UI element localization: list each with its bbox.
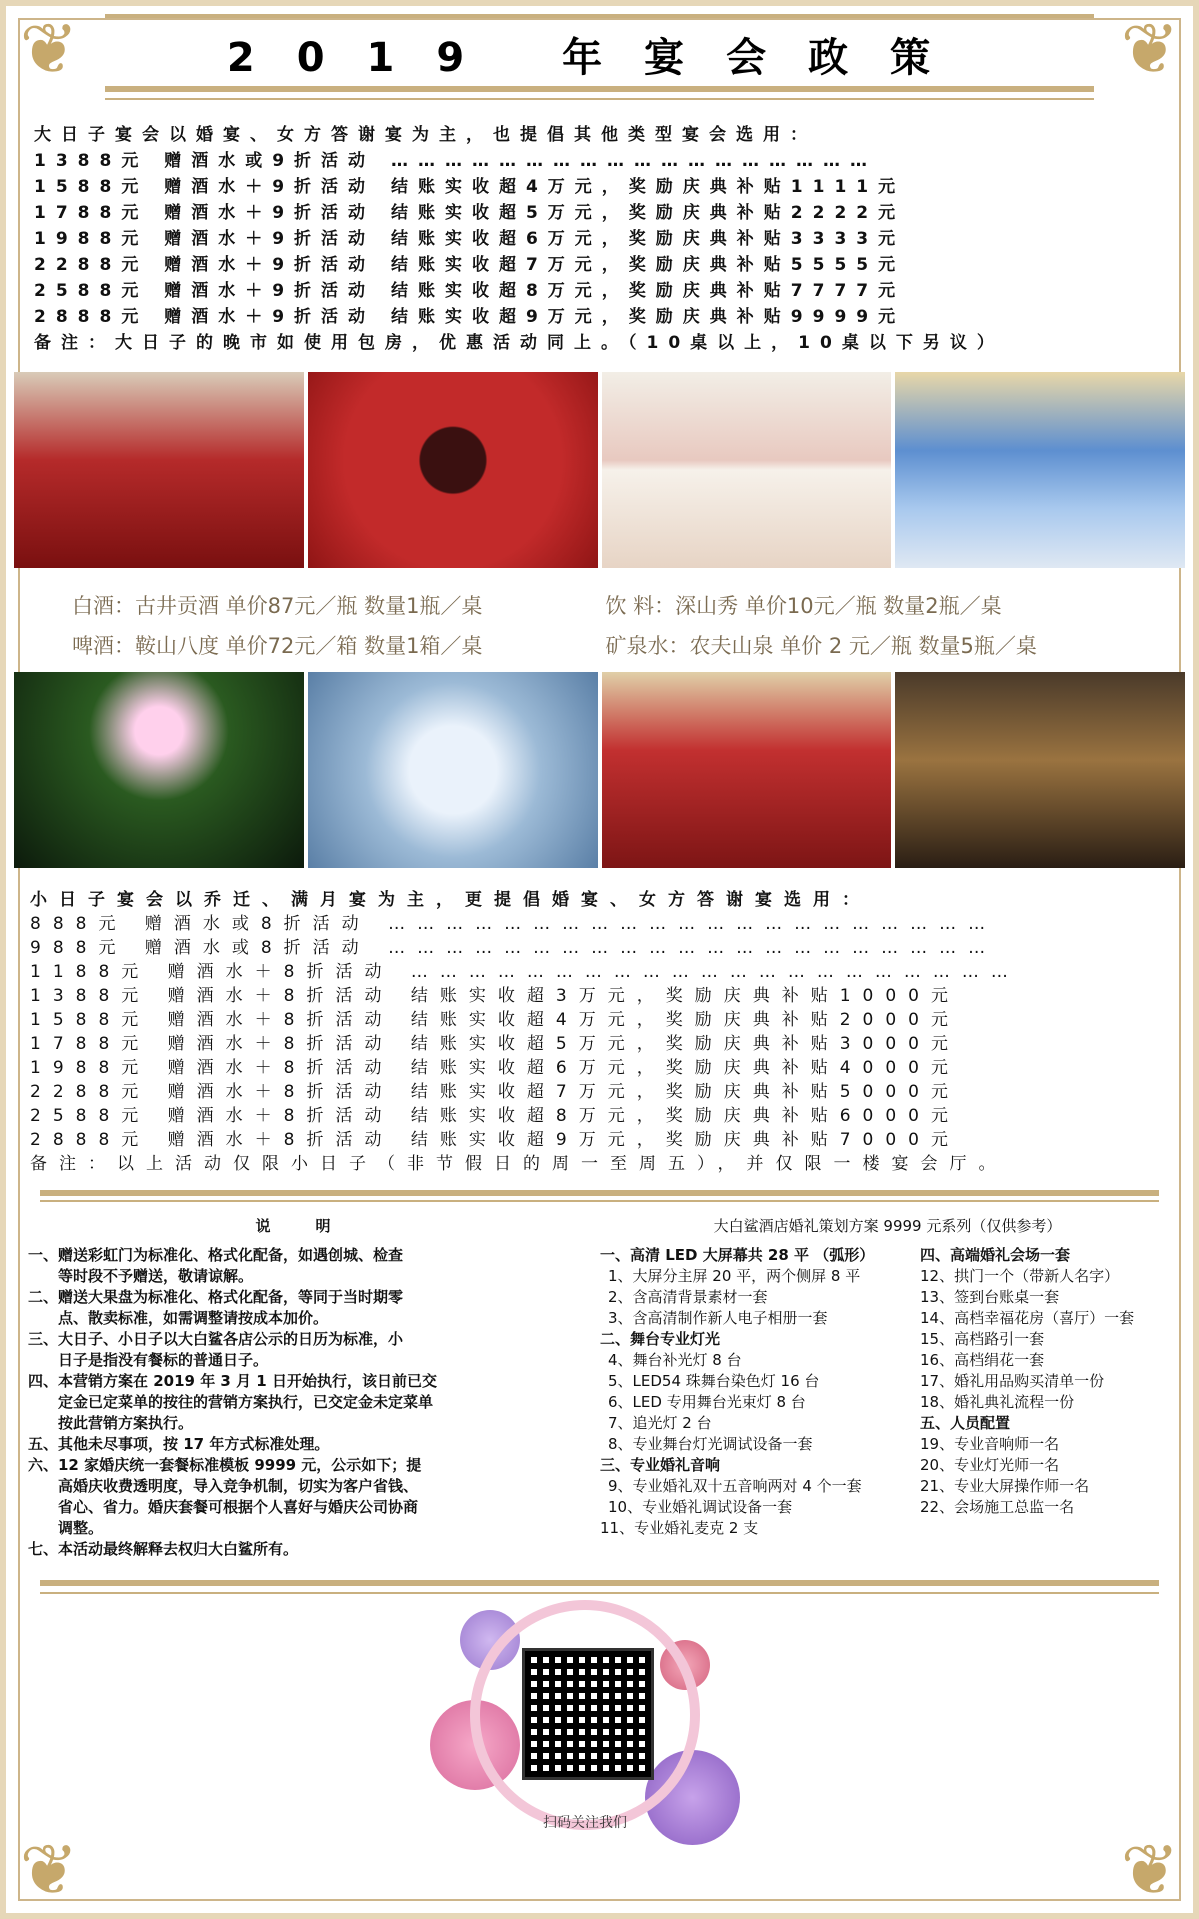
policy-line: 1188元 赠酒水＋8折活动 ……………………………………………………… (30, 962, 1020, 982)
note-line: 高婚庆收费透明度，导入竞争机制，切实为客户省钱、 (28, 1477, 419, 1495)
plan-item: 8、专业舞台灯光调试设备一套 (608, 1435, 813, 1453)
drink-soft: 饮 料：深山秀 单价10元／瓶 数量2瓶／桌 (605, 594, 1002, 618)
plan-item: 22、会场施工总监一名 (920, 1498, 1075, 1516)
drink-liquor: 白酒：古井贡酒 单价87元／瓶 数量1瓶／桌 (72, 594, 483, 618)
plan-item: 6、LED 专用舞台光束灯 8 台 (608, 1393, 806, 1411)
red-flower-hall-photo (602, 672, 892, 868)
plan-item: 四、高端婚礼会场一套 (920, 1246, 1071, 1264)
policy-line: 1388元 赠酒水＋8折活动 结账实收超3万元，奖励庆典补贴1000元 (30, 986, 960, 1006)
bottom-rule (40, 1580, 1159, 1586)
plan-left (600, 1245, 920, 1539)
gothic-hall-photo (895, 672, 1185, 868)
bottom-rule-thin (40, 1592, 1159, 1594)
policy-line: 1988元 赠酒水＋9折活动 结账实收超6万元，奖励庆典补贴3333元 (34, 229, 906, 249)
policy-line: 988元 赠酒水或8折活动 ……………………………………………………… (30, 938, 998, 958)
policy-line: 备注：大日子的晚市如使用包房，优惠活动同上。（10桌以上，10桌以下另议） (34, 333, 1004, 353)
note-line: 四、本营销方案在 2019 年 3 月 1 日开始执行，该日前已交 (28, 1372, 437, 1390)
policy-line: 1988元 赠酒水＋8折活动 结账实收超6万元，奖励庆典补贴4000元 (30, 1058, 960, 1078)
blue-stage-photo (895, 372, 1185, 568)
note-line: 三、大日子、小日子以大白鲨各店公示的日历为标准，小 (28, 1330, 404, 1348)
plan-item: 三、专业婚礼音响 (600, 1456, 721, 1474)
drink-beer: 啤酒：鞍山八度 单价72元／箱 数量1箱／桌 (72, 634, 483, 658)
plan-item: 2、含高清背景素材一套 (608, 1288, 768, 1306)
plan-item: 15、高档路引一套 (920, 1330, 1045, 1348)
corner-ornament-icon: ❦ (19, 8, 79, 90)
page-title: 2019 年宴会政策 (226, 35, 973, 81)
drink-water: 矿泉水：农夫山泉 单价 2 元／瓶 数量5瓶／桌 (605, 634, 1037, 658)
plan-item: 一、高清 LED 大屏幕共 28 平 （弧形） (600, 1246, 875, 1264)
plan-item: 4、舞台补光灯 8 台 (608, 1351, 742, 1369)
plan-heading: 大白鲨酒店婚礼策划方案 9999 元系列（仅供参考） (713, 1217, 1062, 1235)
policy-line: 2288元 赠酒水＋8折活动 结账实收超7万元，奖励庆典补贴5000元 (30, 1082, 960, 1102)
policy-line: 2588元 赠酒水＋8折活动 结账实收超8万元，奖励庆典补贴6000元 (30, 1106, 960, 1126)
photo-row-1 (14, 372, 1185, 568)
plan-item: 五、人员配置 (920, 1414, 1011, 1432)
policy-line: 1788元 赠酒水＋9折活动 结账实收超5万元，奖励庆典补贴2222元 (34, 203, 906, 223)
drinks-info (72, 586, 1139, 666)
small-day-policy (30, 888, 1165, 1176)
top-rule (105, 14, 1094, 18)
plan-item: 17、婚礼用品购买清单一份 (920, 1372, 1105, 1390)
section-rule (40, 1190, 1159, 1196)
policy-line: 1588元 赠酒水＋8折活动 结账实收超4万元，奖励庆典补贴2000元 (30, 1010, 960, 1030)
note-line: 一、赠送彩虹门为标准化、格式化配备，如遇创城、检查 (28, 1246, 404, 1264)
policy-line: 1388元 赠酒水或9折活动 ……………………………………………… (34, 151, 877, 171)
note-line: 二、赠送大果盘为标准化、格式化配备，等同于当时期零 (28, 1288, 404, 1306)
corner-ornament-icon: ❦ (1120, 1829, 1180, 1911)
policy-line: 1788元 赠酒水＋8折活动 结账实收超5万元，奖励庆典补贴3000元 (30, 1034, 960, 1054)
corner-ornament-icon: ❦ (19, 1829, 79, 1911)
note-line: 按此营销方案执行。 (28, 1414, 194, 1432)
note-line: 调整。 (28, 1519, 104, 1537)
title-rule-thin (105, 98, 1094, 100)
policy-line: 备注：以上活动仅限小日子（非节假日的周一至周五），并仅限一楼宴会厅。 (30, 1154, 1008, 1174)
plan-item: 21、专业大屏操作师一名 (920, 1477, 1090, 1495)
policy-line: 888元 赠酒水或8折活动 ……………………………………………………… (30, 914, 998, 934)
note-line: 五、其他未尽事项，按 17 年方式标准处理。 (28, 1435, 330, 1453)
notes-heading: 说 明 (255, 1217, 331, 1235)
note-line: 七、本活动最终解释去权归大白鲨所有。 (28, 1540, 299, 1558)
policy-line: 2288元 赠酒水＋9折活动 结账实收超7万元，奖励庆典补贴5555元 (34, 255, 906, 275)
plan-item: 19、专业音响师一名 (920, 1435, 1060, 1453)
policy-line: 2888元 赠酒水＋9折活动 结账实收超9万元，奖励庆典补贴9999元 (34, 307, 906, 327)
plan-item: 二、舞台专业灯光 (600, 1330, 721, 1348)
plan-item: 1、大屏分主屏 20 平，两个侧屏 8 平 (608, 1267, 861, 1285)
plan-item: 5、LED54 珠舞台染色灯 16 台 (608, 1372, 820, 1390)
plan-item: 7、追光灯 2 台 (608, 1414, 712, 1432)
plan-item: 3、含高清制作新人电子相册一套 (608, 1309, 828, 1327)
plan-item: 11、专业婚礼麦克 2 支 (600, 1519, 759, 1537)
wedding-ring-photo (308, 372, 598, 568)
note-line: 六、12 家婚庆统一套餐标准模板 9999 元，公示如下；提 (28, 1456, 422, 1474)
qr-caption: 扫码关注我们 (543, 1815, 627, 1831)
plan-section (600, 1216, 1175, 1539)
section-rule-thin (40, 1200, 1159, 1202)
policy-line: 1588元 赠酒水＋9折活动 结账实收超4万元，奖励庆典补贴1111元 (34, 177, 906, 197)
banquet-hall-photo (14, 372, 304, 568)
qr-block (430, 1600, 740, 1900)
policy-line: 小日子宴会以乔迁、满月宴为主，更提倡婚宴、女方答谢宴选用： (30, 890, 871, 910)
note-line: 点、散卖标准，如需调整请按成本加价。 (28, 1309, 329, 1327)
plan-item: 20、专业灯光师一名 (920, 1456, 1060, 1474)
plan-item: 9、专业婚礼双十五音响两对 4 个一套 (608, 1477, 862, 1495)
plan-item: 13、签到台账桌一套 (920, 1288, 1060, 1306)
note-line: 省心、省力。婚庆套餐可根据个人喜好与婚庆公司协商 (28, 1498, 419, 1516)
dessert-table-photo (602, 372, 892, 568)
note-line: 定金已定菜单的按往的营销方案执行，已交定金未定菜单 (28, 1393, 434, 1411)
corner-ornament-icon: ❦ (1120, 8, 1180, 90)
plan-item: 16、高档绢花一套 (920, 1351, 1045, 1369)
qr-code-icon[interactable] (522, 1648, 654, 1780)
plan-item: 18、婚礼典礼流程一份 (920, 1393, 1075, 1411)
title-rule (105, 86, 1094, 92)
plan-item: 12、拱门一个（带新人名字） (920, 1267, 1120, 1285)
plan-item: 14、高档幸福花房（喜厅）一套 (920, 1309, 1135, 1327)
plan-right (920, 1245, 1175, 1539)
policy-line: 2588元 赠酒水＋9折活动 结账实收超8万元，奖励庆典补贴7777元 (34, 281, 906, 301)
policy-line: 2888元 赠酒水＋8折活动 结账实收超9万元，奖励庆典补贴7000元 (30, 1130, 960, 1150)
notes-section (28, 1216, 558, 1560)
blue-dessert-photo (308, 672, 598, 868)
photo-row-2 (14, 672, 1185, 868)
big-day-policy (34, 122, 1165, 356)
plan-columns (600, 1245, 1175, 1539)
note-line: 日子是指没有餐标的普通日子。 (28, 1351, 269, 1369)
plan-item: 10、专业婚礼调试设备一套 (608, 1498, 793, 1516)
policy-line: 大日子宴会以婚宴、女方答谢宴为主，也提倡其他类型宴会选用： (34, 125, 817, 145)
note-line: 等时段不予赠送，敬请谅解。 (28, 1267, 254, 1285)
green-stage-photo (14, 672, 304, 868)
